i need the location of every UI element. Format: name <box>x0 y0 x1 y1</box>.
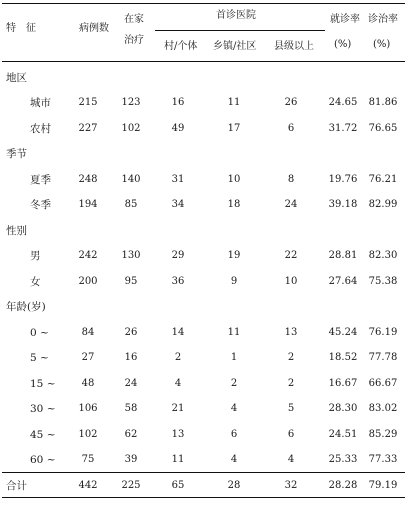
table-cell: 2 <box>287 378 295 389</box>
table-cell: 45.24 <box>328 327 358 338</box>
table-cell: 31 <box>171 174 185 185</box>
header-visit-rate-line1: 就诊率 <box>330 14 360 25</box>
table-cell: 29 <box>171 250 185 261</box>
header-county: 县级以上 <box>274 41 314 52</box>
row-label: 15 ~ <box>30 378 56 390</box>
table-cell: 28.81 <box>328 250 358 261</box>
table-cell: 123 <box>121 97 141 108</box>
row-label: 冬季 <box>30 199 51 211</box>
table-cell: 39.18 <box>328 199 358 210</box>
table-cell: 242 <box>78 250 98 261</box>
table-cell: 36 <box>171 276 185 287</box>
table-cell: 82.30 <box>368 250 398 261</box>
table-cell: 140 <box>121 174 141 185</box>
section-title: 季节 <box>6 148 27 160</box>
table-cell: 77.78 <box>368 352 398 363</box>
table-cell: 76.65 <box>368 123 398 134</box>
table-cell: 24 <box>124 378 138 389</box>
table-cell: 95 <box>124 276 138 287</box>
table-cell: 22 <box>284 250 298 261</box>
table-cell: 24.51 <box>328 429 358 440</box>
table-cell: 9 <box>230 276 238 287</box>
total-cell: 225 <box>121 480 141 491</box>
table-cell: 75.38 <box>368 276 398 287</box>
row-label: 0 ~ <box>30 327 49 339</box>
table-cell: 13 <box>171 429 185 440</box>
total-cell: 32 <box>284 480 298 491</box>
table-cell: 27 <box>81 352 95 363</box>
total-label: 合计 <box>6 480 27 492</box>
header-cure-rate-line2: (%) <box>373 39 391 50</box>
table-cell: 82.99 <box>368 199 398 210</box>
table-cell: 200 <box>78 276 98 287</box>
total-cell: 28 <box>227 480 241 491</box>
table-cell: 10 <box>227 174 241 185</box>
header-cases: 病例数 <box>79 23 109 34</box>
table-cell: 49 <box>171 123 185 134</box>
row-label: 60 ~ <box>30 454 56 466</box>
table-cell: 16 <box>171 97 185 108</box>
top-rule <box>2 3 405 4</box>
table-cell: 102 <box>121 123 141 134</box>
table-cell: 77.33 <box>368 454 398 465</box>
table-cell: 5 <box>287 403 295 414</box>
header-visit-rate-line2: (%) <box>334 39 352 50</box>
table-cell: 130 <box>121 250 141 261</box>
first-visit-rule <box>155 30 325 31</box>
table-cell: 248 <box>78 174 98 185</box>
header-home-line2: 治疗 <box>124 35 144 46</box>
header-bottom-rule <box>2 61 405 62</box>
table-cell: 34 <box>171 199 185 210</box>
table-cell: 16.67 <box>328 378 358 389</box>
table-cell: 227 <box>78 123 98 134</box>
table-cell: 76.21 <box>368 174 398 185</box>
table-cell: 17 <box>227 123 241 134</box>
table-cell: 26 <box>124 327 138 338</box>
section-title: 地区 <box>6 72 27 84</box>
table-cell: 85.29 <box>368 429 398 440</box>
table-cell: 4 <box>230 403 238 414</box>
section-title: 年龄(岁) <box>6 301 46 313</box>
header-township: 乡镇/社区 <box>213 41 257 52</box>
table-cell: 2 <box>174 352 182 363</box>
table-cell: 106 <box>78 403 98 414</box>
total-cell: 442 <box>78 480 98 491</box>
table-cell: 4 <box>174 378 182 389</box>
table-cell: 8 <box>287 174 295 185</box>
table-cell: 81.86 <box>368 97 398 108</box>
bottom-rule <box>2 497 405 498</box>
table-cell: 13 <box>284 327 298 338</box>
table-cell: 25.33 <box>328 454 358 465</box>
table-cell: 14 <box>171 327 185 338</box>
table-cell: 19 <box>227 250 241 261</box>
table-cell: 6 <box>287 123 295 134</box>
total-rule <box>2 472 405 473</box>
table-cell: 4 <box>287 454 295 465</box>
table-cell: 83.02 <box>368 403 398 414</box>
table-cell: 11 <box>171 454 185 465</box>
row-label: 城市 <box>30 97 51 109</box>
header-village: 村/个体 <box>164 41 198 52</box>
header-cure-rate-line1: 诊治率 <box>368 14 398 25</box>
table-cell: 75 <box>81 454 95 465</box>
table-cell: 58 <box>124 403 138 414</box>
table-cell: 18 <box>227 199 241 210</box>
table-cell: 18.52 <box>328 352 358 363</box>
table-cell: 102 <box>78 429 98 440</box>
table-cell: 28.30 <box>328 403 358 414</box>
table-cell: 2 <box>230 378 238 389</box>
header-feature: 特 征 <box>6 23 36 34</box>
table-cell: 76.19 <box>368 327 398 338</box>
table-cell: 62 <box>124 429 138 440</box>
table-cell: 24 <box>284 199 298 210</box>
row-label: 女 <box>30 276 41 288</box>
table-cell: 85 <box>124 199 138 210</box>
row-label: 农村 <box>30 123 51 135</box>
table-cell: 11 <box>227 97 241 108</box>
row-label: 男 <box>30 250 41 262</box>
table-cell: 6 <box>230 429 238 440</box>
table-cell: 16 <box>124 352 138 363</box>
table-cell: 24.65 <box>328 97 358 108</box>
total-cell: 65 <box>171 480 185 491</box>
row-label: 30 ~ <box>30 403 56 415</box>
total-cell: 79.19 <box>368 480 398 491</box>
table-cell: 2 <box>287 352 295 363</box>
table-cell: 66.67 <box>368 378 398 389</box>
table-cell: 1 <box>230 352 238 363</box>
table-cell: 215 <box>78 97 98 108</box>
table-cell: 6 <box>287 429 295 440</box>
table-cell: 39 <box>124 454 138 465</box>
total-cell: 28.28 <box>328 480 358 491</box>
row-label: 45 ~ <box>30 429 56 441</box>
table-cell: 11 <box>227 327 241 338</box>
table-cell: 194 <box>78 199 98 210</box>
table-cell: 19.76 <box>328 174 358 185</box>
row-label: 5 ~ <box>30 352 49 364</box>
table-cell: 48 <box>81 378 95 389</box>
table-cell: 27.64 <box>328 276 358 287</box>
table-cell: 84 <box>81 327 95 338</box>
table-cell: 10 <box>284 276 298 287</box>
header-home-line1: 在家 <box>124 14 144 25</box>
header-first-visit: 首诊医院 <box>216 10 256 21</box>
section-title: 性别 <box>6 225 27 237</box>
table-cell: 31.72 <box>328 123 358 134</box>
row-label: 夏季 <box>30 174 51 186</box>
table-cell: 21 <box>171 403 185 414</box>
table-cell: 26 <box>284 97 298 108</box>
table-cell: 4 <box>230 454 238 465</box>
